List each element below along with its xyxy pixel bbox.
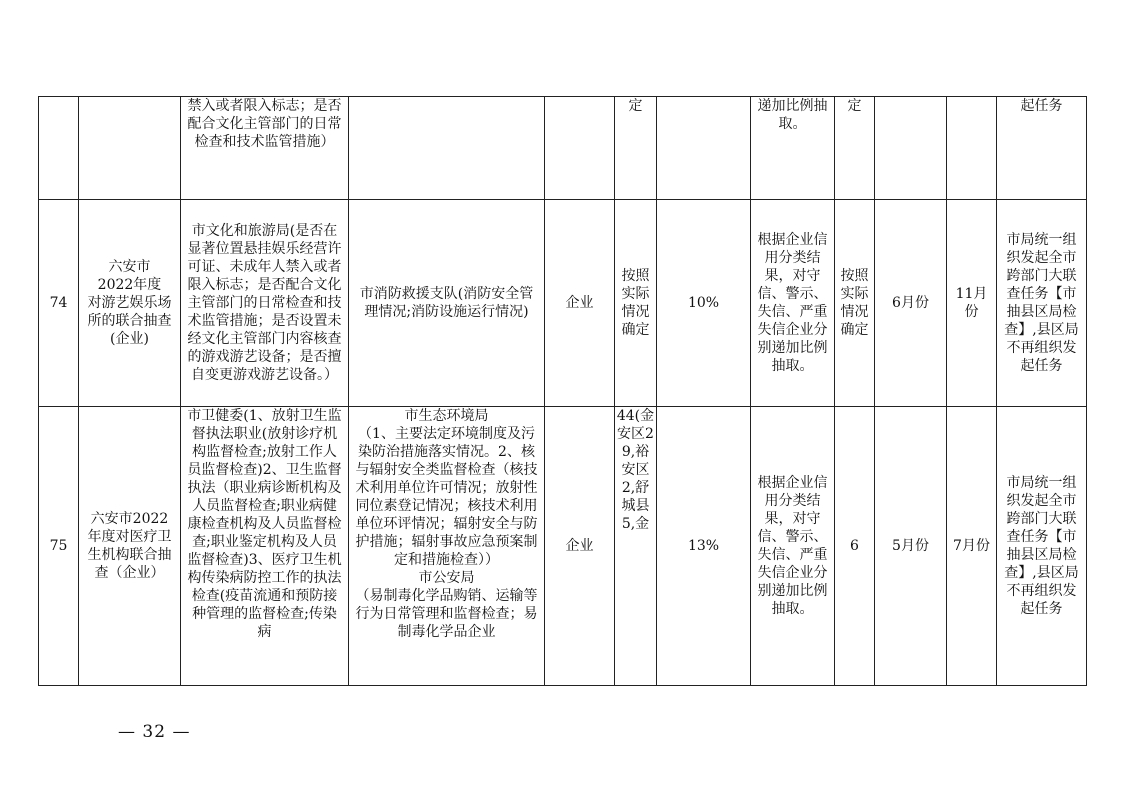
lead-department-cell: 市文化和旅游局(是否在显著位置悬挂娱乐经营许可证、未成年人禁入或者限入标志；是否配合文化主管部门的日常检查和技术监管措施；是否设置未经文化主管部门内容核查的游戏游艺设备；是否擅自变更游戏游艺设备。） [181, 200, 349, 407]
joint-department-cell [349, 97, 545, 200]
table-row [39, 407, 1087, 686]
joint-department-cell: 市消防救援支队(消防安全管理情况;消防设施运行情况) [349, 200, 545, 407]
table-row [39, 97, 1087, 200]
row-number-cell [39, 97, 79, 200]
sampling-method-cell: 根据企业信用分类结果，对守信、警示、失信、严重失信企业分别递加比例抽取。 [751, 407, 835, 686]
joint-department-cell [349, 407, 545, 686]
inspection-scope-cell: 按照实际情况确定 [615, 200, 657, 407]
remarks-cell: 市局统一组织发起全市跨部门大联查任务【市抽县区局检查】,县区局不再组织发起任务 [997, 200, 1087, 407]
joint-department-text: 市生态环境局 （1、主要法定环境制度及污染防治措施落实情况。2、核与辐射安全类监督检查（核技术利用单位许可情况；放射性同位素登记情况；核技术利用单位环评情况；辐射安全与防护措施；辐射事故应急预案制定和措施检查）） 市公安局 （易制毒化学品购销、运输等行为日常管理和监督检查；易制毒化学品企业 [355, 408, 538, 640]
inspection-target-cell [545, 97, 615, 200]
sampling-frequency-cell: 按照实际情况确定 [835, 200, 875, 407]
inspection-plan-table [38, 96, 1087, 686]
inspection-scope-cell: 定 [615, 97, 657, 200]
row-number-cell: 74 [39, 200, 79, 407]
sampling-ratio-cell: 13% [657, 407, 751, 686]
inspection-scope-cell [615, 407, 657, 686]
remarks-cell: 市局统一组织发起全市跨部门大联查任务【市抽县区局检查】,县区局不再组织发起任务 [997, 407, 1087, 686]
inspection-scope-text: 44(金安区29,裕安区2,舒城县5,金 [616, 408, 655, 532]
sampling-ratio-cell: 10% [657, 200, 751, 407]
start-time-cell: 5月份 [875, 407, 947, 686]
end-time-cell: 7月份 [947, 407, 997, 686]
sampling-frequency-cell: 定 [835, 97, 875, 200]
row-number-cell: 75 [39, 407, 79, 686]
task-name-cell: 六安市 2022年度 对游艺娱乐场所的联合抽查(企业) [79, 200, 181, 407]
lead-department-cell [181, 407, 349, 686]
end-time-cell [947, 97, 997, 200]
lead-department-cell: 禁入或者限入标志；是否配合文化主管部门的日常检查和技术监管措施） [181, 97, 349, 200]
table-row [39, 200, 1087, 407]
inspection-target-cell: 企业 [545, 407, 615, 686]
task-name-cell: 六安市2022年度对医疗卫生机构联合抽查（企业） [79, 407, 181, 686]
page-number: — 32 — [118, 722, 191, 742]
start-time-cell [875, 97, 947, 200]
task-name-cell [79, 97, 181, 200]
sampling-method-cell: 根据企业信用分类结果，对守信、警示、失信、严重失信企业分别递加比例抽取。 [751, 200, 835, 407]
sampling-ratio-cell [657, 97, 751, 200]
start-time-cell: 6月份 [875, 200, 947, 407]
sampling-frequency-cell: 6 [835, 407, 875, 686]
sampling-method-cell: 递加比例抽取。 [751, 97, 835, 200]
remarks-cell: 起任务 [997, 97, 1087, 200]
end-time-cell: 11月份 [947, 200, 997, 407]
lead-department-text: 市卫健委(1、放射卫生监督执法职业(放射诊疗机构监督检查;放射工作人员监督检查)2、卫生监督执法（职业病诊断机构及人员监督检查;职业病健康检查机构及人员监督检查;职业鉴定机构及人员监督检查)3、医疗卫生机构传染病防控工作的执法检查(疫苗流通和预防接种管理的监督检查;传染病 [187, 408, 342, 640]
inspection-target-cell: 企业 [545, 200, 615, 407]
